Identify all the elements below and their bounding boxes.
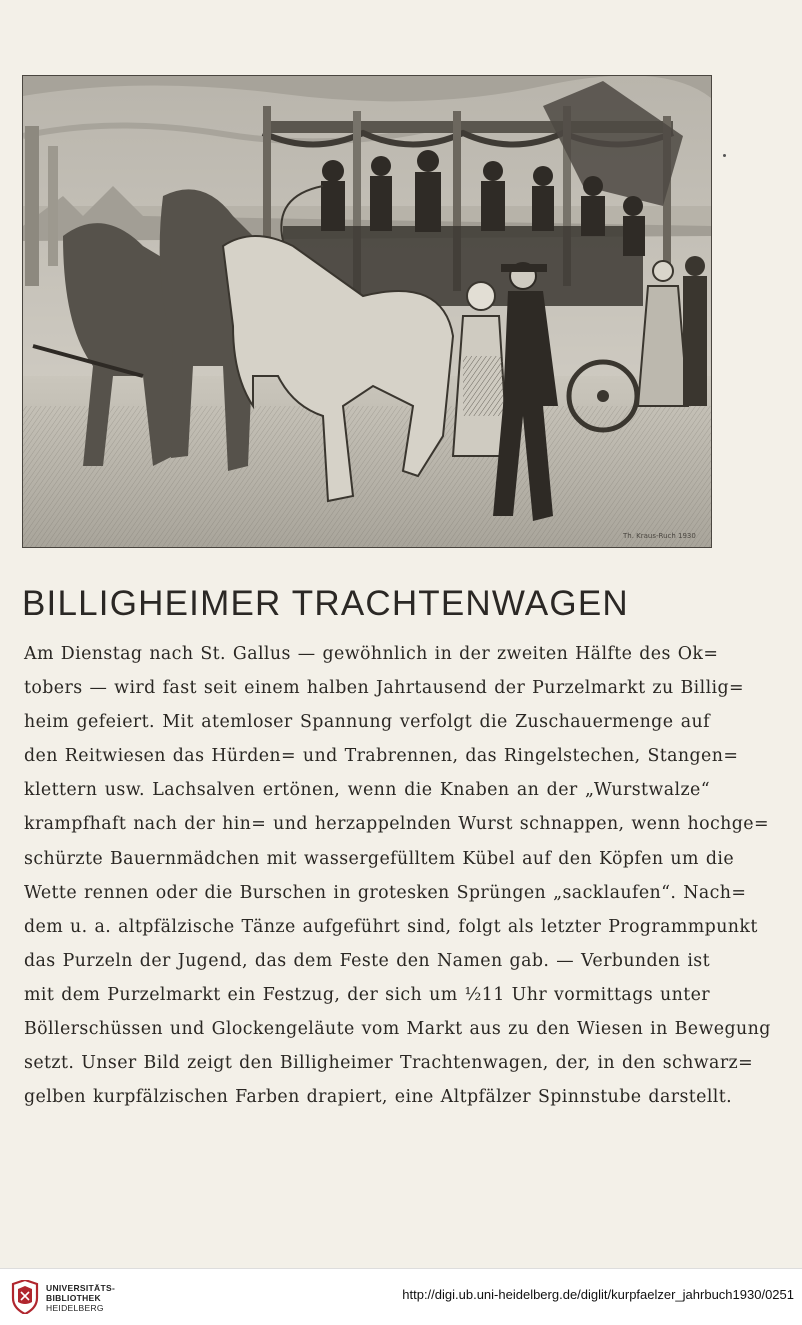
scan-speck (723, 154, 726, 157)
library-seal-icon (10, 1280, 40, 1314)
body-line: klettern usw. Lachsalven ertönen, wenn die Knaben an der „Wurstwalze“ (24, 780, 710, 801)
page-title: BILLIGHEIMER TRACHTENWAGEN (22, 584, 629, 623)
body-line: dem u. a. altpfälzische Tänze aufgeführt sind, folgt als letzter Programmpunkt (24, 916, 758, 937)
artist-signature: Th. Kraus-Ruch 1930 (623, 532, 696, 540)
body-line: setzt. Unser Bild zeigt den Billigheimer Trachtenwagen, der, in den schwarz= (24, 1053, 754, 1074)
library-name-line: BIBLIOTHEK (46, 1293, 101, 1303)
body-line: den Reitwiesen das Hürden= und Trabrennen, das Ringelstechen, Stangen= (24, 746, 739, 767)
body-line: tobers — wird fast seit einem halben Jahrtausend der Purzelmarkt zu Billig= (24, 678, 745, 699)
body-line: schürzte Bauernmädchen mit wassergefülltem Kübel auf den Köpfen um die (24, 848, 735, 869)
body-line: das Purzeln der Jugend, das dem Feste den Namen gab. — Verbunden ist (24, 950, 710, 971)
wagon-illustration (23, 76, 711, 547)
library-name (46, 1283, 115, 1313)
library-name-line: UNIVERSITÄTS- (46, 1283, 116, 1293)
library-logo[interactable] (10, 1278, 120, 1318)
body-line: heim gefeiert. Mit atemloser Spannung verfolgt die Zuschauermenge auf (24, 712, 710, 733)
body-paragraph (24, 637, 771, 1114)
viewer-footer (0, 1268, 802, 1325)
body-line: krampfhaft nach der hin= und herzappelnden Wurst schnappen, wenn hochge= (24, 814, 769, 835)
body-line: Wette rennen oder die Burschen in grotesken Sprüngen „sacklaufen“. Nach= (24, 882, 747, 903)
body-line: Böllerschüssen und Glockengeläute vom Markt aus zu den Wiesen in Bewegung (24, 1019, 771, 1040)
body-line: Am Dienstag nach St. Gallus — gewöhnlich in der zweiten Hälfte des Ok= (24, 644, 719, 664)
illustration-plate (22, 75, 712, 548)
permalink-url[interactable]: http://digi.ub.uni-heidelberg.de/diglit/kurpfaelzer_jahrbuch1930/0251 (402, 1287, 794, 1302)
body-line: gelben kurpfälzischen Farben drapiert, eine Altpfälzer Spinnstube darstellt. (24, 1087, 733, 1108)
body-line: mit dem Purzelmarkt ein Festzug, der sich um ½11 Uhr vormittags unter (24, 984, 710, 1005)
library-name-line: HEIDELBERG (46, 1303, 104, 1313)
